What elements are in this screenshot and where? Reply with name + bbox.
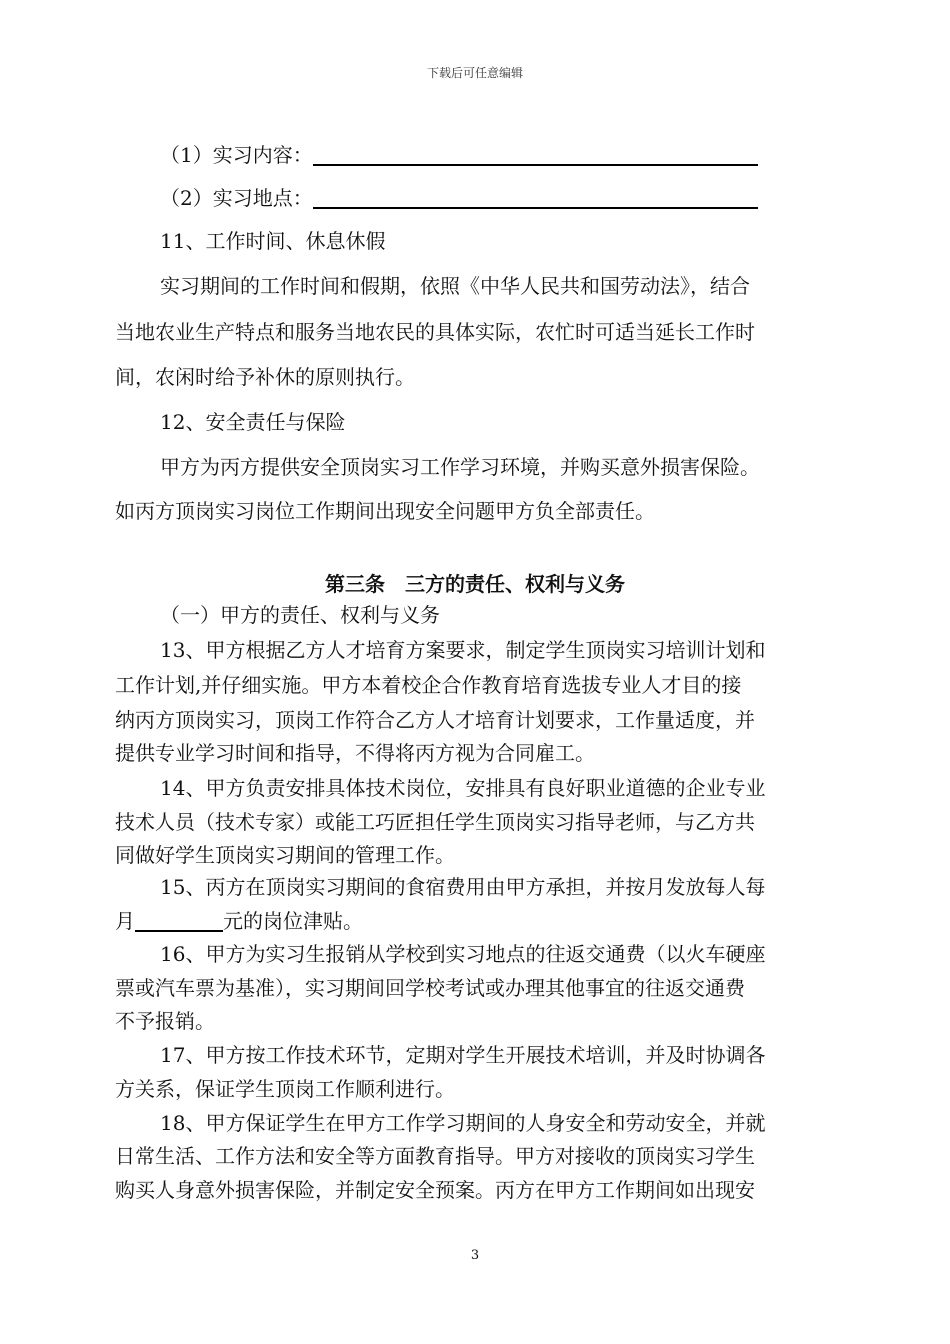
internship-location-label: （2）实习地点： [160, 186, 313, 210]
allowance-blank [135, 910, 223, 932]
paragraph-line: 技术人员（技术专家）或能工巧匠担任学生顶岗实习指导老师，与乙方共 [115, 810, 755, 834]
allowance-line [115, 909, 363, 933]
paragraph-line: 不予报销。 [115, 1009, 215, 1033]
paragraph-line: 实习期间的工作时间和假期，依照《中华人民共和国劳动法》，结合 [160, 274, 750, 298]
section-12-title: 12、安全责任与保险 [160, 410, 346, 434]
paragraph-line: 工作计划,并仔细实施。甲方本着校企合作教育培育选拔专业人才目的接 [115, 673, 742, 697]
paragraph-line: 如丙方顶岗实习岗位工作期间出现安全问题甲方负全部责任。 [115, 499, 655, 523]
paragraph-line: 18、甲方保证学生在甲方工作学习期间的人身安全和劳动安全，并就 [160, 1111, 766, 1135]
internship-location-blank [313, 187, 758, 209]
allowance-suffix: 元的岗位津贴。 [223, 909, 363, 933]
subsection-title: （一）甲方的责任、权利与义务 [160, 603, 440, 627]
paragraph-line: 16、甲方为实习生报销从学校到实习地点的往返交通费（以火车硬座 [160, 942, 766, 966]
paragraph-line: 当地农业生产特点和服务当地农民的具体实际，农忙时可适当延长工作时 [115, 320, 755, 344]
page-header: 下载后可任意编辑 [426, 66, 523, 80]
article-3-heading: 第三条 三方的责任、权利与义务 [325, 572, 625, 596]
paragraph-line: 甲方为丙方提供安全顶岗实习工作学习环境，并购买意外损害保险。 [160, 455, 760, 479]
paragraph-line: 提供专业学习时间和指导，不得将丙方视为合同雇工。 [115, 741, 595, 765]
allowance-prefix: 月 [115, 909, 135, 933]
internship-content-field [160, 143, 758, 167]
internship-content-blank [313, 144, 758, 166]
internship-content-label: （1）实习内容： [160, 143, 313, 167]
paragraph-line: 15、丙方在顶岗实习期间的食宿费用由甲方承担，并按月发放每人每 [160, 875, 766, 899]
paragraph-line: 方关系，保证学生顶岗工作顺利进行。 [115, 1077, 455, 1101]
paragraph-line: 纳丙方顶岗实习，顶岗工作符合乙方人才培育计划要求，工作量适度，并 [115, 708, 755, 732]
section-11-title: 11、工作时间、休息休假 [160, 229, 386, 253]
internship-location-field [160, 186, 758, 210]
paragraph-line: 票或汽车票为基准），实习期间回学校考试或办理其他事宜的往返交通费 [115, 976, 745, 1000]
paragraph-line: 购买人身意外损害保险，并制定安全预案。丙方在甲方工作期间如出现安 [115, 1178, 755, 1202]
page-number: 3 [470, 1248, 480, 1263]
paragraph-line: 14、甲方负责安排具体技术岗位，安排具有良好职业道德的企业专业 [160, 776, 766, 800]
paragraph-line: 13、甲方根据乙方人才培育方案要求，制定学生顶岗实习培训计划和 [160, 638, 766, 662]
paragraph-line: 间，农闲时给予补休的原则执行。 [115, 365, 415, 389]
paragraph-line: 同做好学生顶岗实习期间的管理工作。 [115, 843, 455, 867]
paragraph-line: 17、甲方按工作技术环节，定期对学生开展技术培训，并及时协调各 [160, 1043, 766, 1067]
paragraph-line: 日常生活、工作方法和安全等方面教育指导。甲方对接收的顶岗实习学生 [115, 1144, 755, 1168]
